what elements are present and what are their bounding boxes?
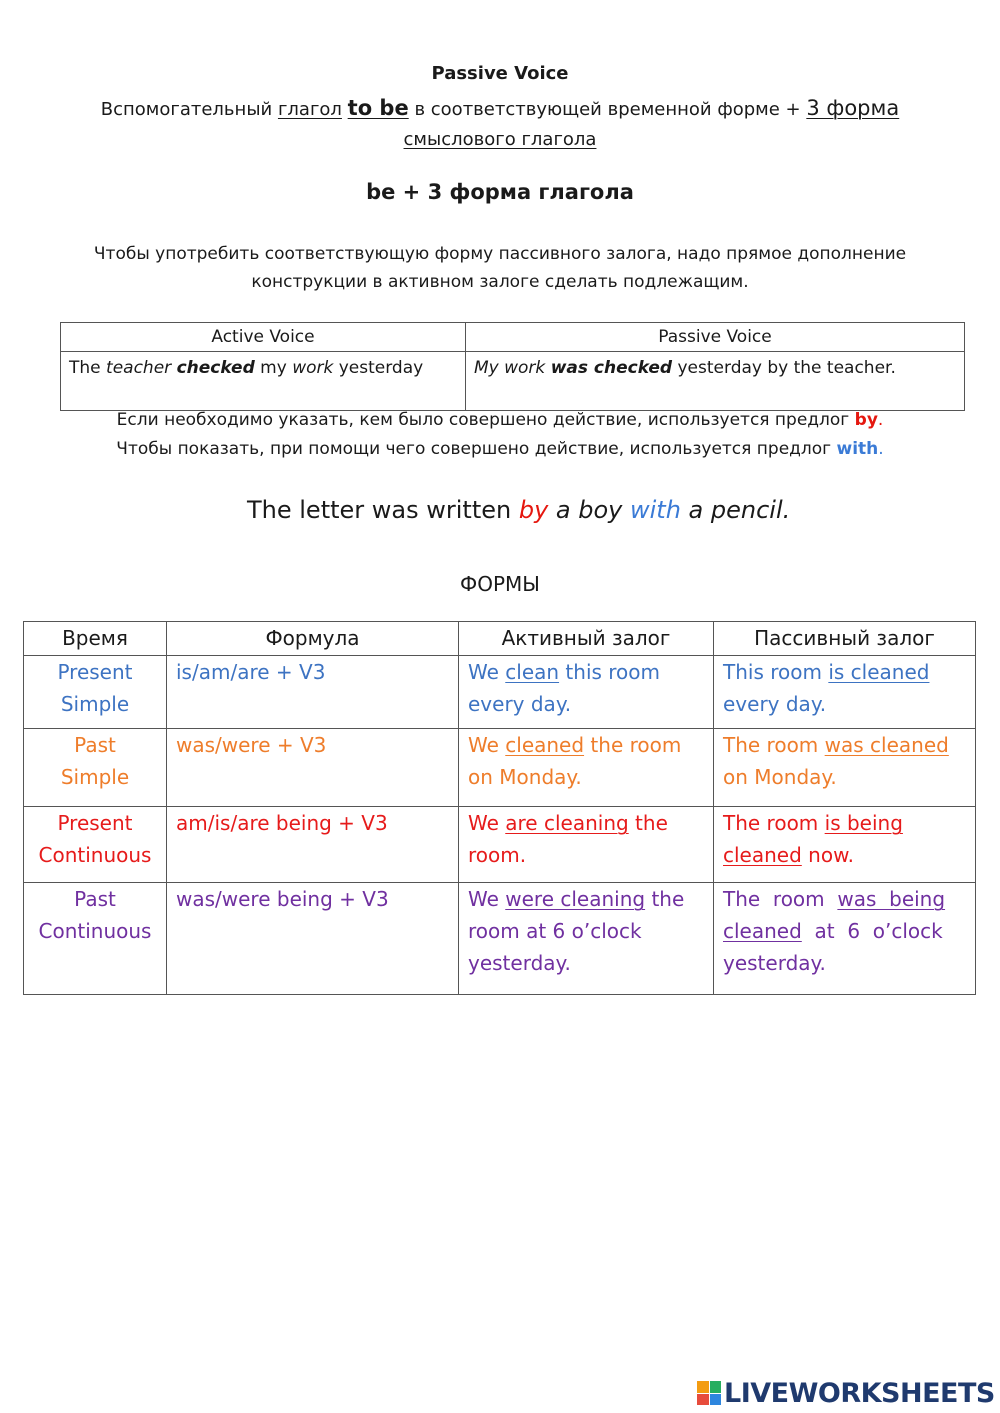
passive-cell — [714, 807, 976, 883]
text: Continuous — [38, 919, 152, 943]
text: Past — [74, 887, 116, 911]
with-word: with — [836, 439, 879, 459]
example-sentence — [247, 496, 790, 524]
passive-cell — [714, 656, 976, 729]
text: The room — [723, 733, 825, 757]
verb: were cleaning — [505, 887, 646, 911]
text: room at 6 o’clock — [468, 919, 642, 943]
formula-cell: was/were + V3 — [167, 729, 459, 807]
logo-square — [710, 1381, 722, 1393]
header-tense: Время — [24, 622, 167, 656]
text: now. — [801, 843, 854, 867]
logo-text: LIVEWORKSHEETS — [724, 1377, 995, 1409]
rule-third-form: 3 форма — [806, 96, 900, 120]
logo-square — [710, 1394, 722, 1406]
active-cell — [459, 729, 714, 807]
text: Present — [57, 811, 133, 835]
text: Если необходимо указать, кем было совершено действие, используется предлог — [116, 410, 855, 430]
header-formula: Формула — [167, 622, 459, 656]
logo-square — [697, 1394, 709, 1406]
text: This room — [723, 660, 829, 684]
text: teacher — [106, 358, 172, 378]
formula-cell: was/were being + V3 — [167, 883, 459, 995]
tense-cell — [24, 807, 167, 883]
active-cell — [459, 807, 714, 883]
logo-mark-icon — [697, 1381, 721, 1405]
text: We — [468, 887, 506, 911]
text: . — [878, 439, 884, 459]
text: The letter was written — [247, 496, 519, 524]
text: a pencil. — [680, 496, 791, 524]
tense-cell — [24, 656, 167, 729]
passive-cell — [714, 729, 976, 807]
tense-cell — [24, 729, 167, 807]
active-cell — [459, 656, 714, 729]
header-passive: Пассивный залог — [714, 622, 976, 656]
text: The — [69, 358, 107, 378]
passive-cell — [714, 883, 976, 995]
text: at 6 o’clock — [801, 919, 943, 943]
text: my — [254, 358, 293, 378]
text: We — [468, 733, 506, 757]
header-active: Активный залог — [459, 622, 714, 656]
text: this room — [559, 660, 661, 684]
text: Past — [74, 733, 116, 757]
explanation-line-2: конструкции в активном залоге сделать подлежащим. — [251, 272, 749, 292]
text: yesterday — [333, 358, 424, 378]
verb: cleaned — [723, 843, 802, 867]
table-row — [24, 729, 976, 807]
formula-cell: is/am/are + V3 — [167, 656, 459, 729]
text: My work — [474, 358, 546, 378]
forms-heading: ФОРМЫ — [460, 572, 540, 596]
text: Present — [57, 660, 133, 684]
text: checked — [176, 358, 255, 378]
table-row — [24, 807, 976, 883]
text: the — [645, 887, 685, 911]
explanation — [0, 240, 1000, 296]
active-cell — [459, 883, 714, 995]
rule-verb: глагол — [277, 99, 342, 120]
text: yesterday by the teacher. — [672, 358, 896, 378]
example-with: with — [630, 496, 681, 524]
rule-line-1 — [0, 93, 1000, 125]
text: Simple — [60, 692, 130, 716]
text: the room — [584, 733, 682, 757]
text: on Monday. — [468, 765, 582, 789]
text: every day. — [723, 692, 827, 716]
voice-comparison-table — [60, 322, 965, 411]
text: The room — [723, 811, 825, 835]
text: Simple — [60, 765, 130, 789]
text: Continuous — [38, 843, 152, 867]
logo-square — [697, 1381, 709, 1393]
explanation-line-1: Чтобы употребить соответствующую форму пассивного залога, надо прямое дополнение — [93, 244, 907, 264]
text: was checked — [550, 358, 673, 378]
text: The room — [723, 887, 838, 911]
text: every day. — [468, 692, 572, 716]
verb: are cleaning — [505, 811, 629, 835]
verb: is cleaned — [828, 660, 930, 684]
passive-voice-header: Passive Voice — [466, 323, 965, 352]
table-row — [24, 656, 976, 729]
text: the — [628, 811, 668, 835]
text: . — [877, 410, 884, 430]
rule-line-2 — [0, 125, 1000, 155]
rule-text — [0, 93, 1000, 155]
verb: cleaned — [505, 733, 585, 757]
text: on Monday. — [723, 765, 837, 789]
liveworksheets-logo — [697, 1378, 995, 1408]
text: yesterday. — [468, 951, 571, 975]
tense-cell — [24, 883, 167, 995]
passive-voice-example — [466, 352, 965, 411]
verb: cleaned — [723, 919, 802, 943]
note-by — [0, 410, 1000, 430]
rule-part: Вспомогательный — [100, 99, 278, 120]
formula-cell: am/is/are being + V3 — [167, 807, 459, 883]
note-with — [0, 439, 1000, 459]
text: room. — [468, 843, 527, 867]
text: Чтобы показать, при помощи чего совершено действие, используется предлог — [116, 439, 837, 459]
rule-main-verb: смыслового глагола — [403, 129, 597, 150]
rule-part: в соответствующей временной форме + — [408, 99, 807, 120]
text: yesterday. — [723, 951, 826, 975]
text: We — [468, 811, 506, 835]
table-row — [24, 883, 976, 995]
rule-to-be: to be — [347, 96, 409, 120]
by-word: by — [854, 410, 878, 430]
formula-heading: be + 3 форма глагола — [366, 180, 634, 204]
verb: clean — [505, 660, 560, 684]
active-voice-example — [61, 352, 466, 411]
verb: was being — [837, 887, 946, 911]
example-by: by — [518, 496, 549, 524]
text: a boy — [548, 496, 630, 524]
verb: was cleaned — [824, 733, 949, 757]
page-title: Passive Voice — [431, 63, 569, 84]
verb: is being — [824, 811, 903, 835]
text: We — [468, 660, 506, 684]
active-voice-header: Active Voice — [61, 323, 466, 352]
text: work — [292, 358, 334, 378]
forms-table — [23, 621, 976, 995]
